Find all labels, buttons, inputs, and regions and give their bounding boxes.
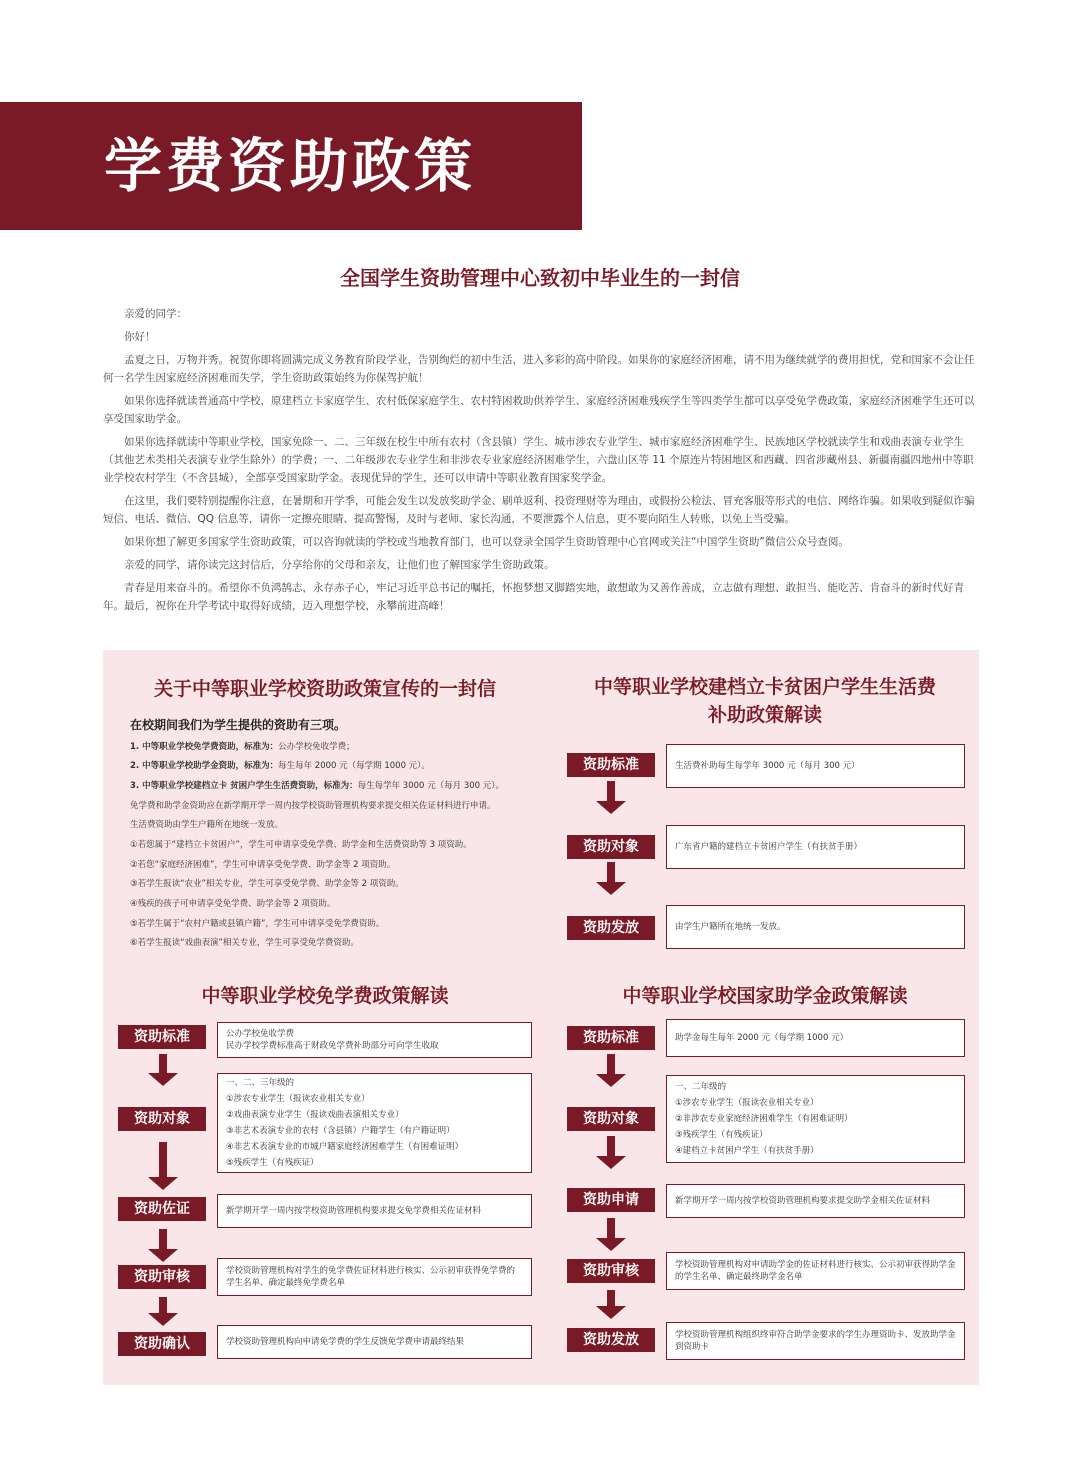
letter-paragraph: 如果你想了解更多国家学生资助政策，可以咨询就读的学校或当地教育部门，也可以登录全国学生资助管理中心官网或关注“中国学生资助”微信公众号查阅。 (124, 536, 849, 548)
sec1-item-label: 1. 中等职业学校免学费资助，标准为： (130, 742, 279, 752)
sec4-step-label: 资助申请 (567, 1188, 655, 1212)
letter-paragraph: 孟夏之日，万物并秀。祝贺你即将圆满完成义务教育阶段学业，告别绚烂的初中生活，进入多彩的高中阶段。如果你的家庭经济困难，请不用为继续就学的费用担忧，党和国家不会让任何一名学生因家庭经济困难而失学，学生资助政策始终为你保驾护航！ (103, 354, 975, 384)
sec3-step-box (217, 1194, 532, 1228)
sec3-title: 中等职业学校免学费政策解读 (201, 985, 449, 1007)
sec3-step-box (217, 1258, 532, 1296)
sec4-step-label: 资助对象 (567, 1107, 655, 1131)
sec1-item-text: 每生每学年 3000 元（每月 300 元）。 (357, 781, 504, 791)
down-arrow-icon (596, 1054, 626, 1087)
sec3-step-label: 资助确认 (118, 1332, 206, 1356)
sec1-item-text: 每生每年 2000 元（每学期 1000 元）。 (278, 761, 430, 771)
down-arrow-icon (596, 781, 626, 814)
sec4-step-text: 助学金每生每年 2000 元（每学期 1000 元） (675, 1033, 849, 1043)
sec2-step-text: 生活费补助每生每学年 3000 元（每月 300 元） (675, 761, 860, 771)
sec1-item-label: 2. 中等职业学校助学金资助，标准为： (130, 761, 279, 771)
sec1-note: ③若学生报读“农业”相关专业，学生可享受免学费、助学金等 2 项资助。 (130, 879, 404, 889)
letter-paragraph: 青春是用来奋斗的。希望你不负鸿鹄志，永存赤子心，牢记习近平总书记的嘱托，怀抱梦想又脚踏实地，敢想敢为又善作善成，立志做有理想、敢担当、能吃苦、肯奋斗的新时代好青年。最后，祝你在升学考试中取得好成绩，迈入理想学校，永攀前进高峰！ (103, 582, 964, 612)
sec3-step-text: ⑤残疾学生（有残疾证） (226, 1158, 319, 1168)
sec1-note: ⑤若学生属于“农村户籍或县镇户籍”，学生可申请享受免学费资助。 (130, 919, 385, 929)
sec2-step-label: 资助对象 (567, 835, 655, 859)
sec2-step-label: 资助标准 (567, 753, 655, 777)
sec4-step-text: 学校资助管理机构对申请助学金的佐证材料进行核实、公示初审获得助学金的学生名单、确定最终助学金名单 (675, 1260, 956, 1282)
sec3-step-text: ①涉农专业学生（报读农业相关专业） (226, 1094, 370, 1104)
sec2-step-box (666, 744, 965, 788)
letter-title: 全国学生资助管理中心致初中毕业生的一封信 (340, 266, 740, 290)
sec4-step-text: 一、二年级的 (675, 1082, 727, 1092)
sec1-note: 生活费资助由学生户籍所在地统一发放。 (130, 820, 284, 830)
sec3-step-text: 一、二、三年级的 (226, 1078, 295, 1088)
sec1-note: ①若您属于“建档立卡贫困户”，学生可申请享受免学费、助学金和生活费资助等 3 项资助。 (130, 840, 472, 850)
sec3-step-text: ②戏曲表演专业学生（报读戏曲表演相关专业） (226, 1110, 404, 1120)
sec2-step-text: 广东省户籍的建档立卡贫困户学生（有扶贫手册） (675, 842, 863, 852)
sec3-step-label: 资助对象 (118, 1107, 206, 1131)
sec2-step-box (666, 825, 965, 869)
sec4-step-text: 新学期开学一周内按学校资助管理机构要求提交助学金相关佐证材料 (675, 1196, 931, 1206)
sec1-note: ⑥若学生报读“戏曲表演”相关专业，学生可享受免学费资助。 (130, 938, 359, 948)
sec4-step-text: ④建档立卡贫困户学生（有扶贫手册） (675, 1146, 819, 1156)
letter-paragraph: 如果你选择就读普通高中学校，原建档立卡家庭学生、农村低保家庭学生、农村特困救助供养学生、家庭经济困难残疾学生等四类学生都可以享受免学费政策，家庭经济困难学生还可以享受国家助学金。 (103, 395, 975, 425)
sec1-note: ②若您“家庭经济困难”，学生可申请享受免学费、助学金等 2 项资助。 (130, 860, 396, 870)
sec3-step-text: ④非艺术表演专业的市城户籍家庭经济困难学生（有困难证明） (226, 1142, 464, 1152)
sec3-step-label: 资助佐证 (118, 1197, 206, 1221)
down-arrow-icon (148, 1297, 178, 1326)
down-arrow-icon (148, 1229, 178, 1262)
down-arrow-icon (596, 1218, 626, 1251)
sec4-step-box (666, 1075, 965, 1163)
sec1-item (130, 760, 530, 773)
sec4-step-text: ②非涉农专业家庭经济困难学生（有困难证明） (675, 1114, 853, 1124)
sec2-step-text: 由学生户籍所在地统一发放。 (675, 922, 786, 932)
sec3-step-text: 学校资助管理机构向申请免学费的学生反馈免学费申请最终结果 (226, 1337, 465, 1347)
sec2-title-line: 补助政策解读 (707, 704, 822, 726)
sec2-title (555, 673, 975, 729)
sec2-step-box (666, 905, 965, 949)
letter-paragraph: 你好！ (124, 331, 156, 343)
sec1-note: 免学费和助学金资助应在新学期开学一周内按学校资助管理机构要求提交相关佐证材料进行申请。 (130, 801, 496, 811)
sec3-step-box (217, 1022, 532, 1058)
sec4-step-box (666, 1252, 965, 1290)
sec3-step-text: 学校资助管理机构对学生的免学费佐证材料进行核实、公示初审获得免学费的学生名单、确定最终免学费名单 (226, 1266, 516, 1288)
sec2-title-line: 中等职业学校建档立卡贫困户学生生活费 (593, 676, 936, 698)
sec1-item (130, 780, 530, 793)
letter-paragraph: 亲爱的同学，请你读完这封信后，分享给你的父母和亲友，让他们也了解国家学生资助政策。 (124, 559, 555, 571)
letter-paragraph: 亲爱的同学： (124, 308, 187, 320)
down-arrow-icon (148, 1142, 178, 1190)
sec1-subtitle: 在校期间我们为学生提供的资助有三项。 (130, 718, 347, 732)
letter-paragraph: 如果你选择就读中等职业学校，国家免除一、二、三年级在校生中所有农村（含县镇）学生、城市涉农专业学生、城市家庭经济困难学生、民族地区学校就读学生和戏曲表演专业学生（其他艺术类相关表演专业学生除外）的学费；一、二年级涉农专业学生和非涉农专业家庭经济困难学生，六盘山区等 11 个原连片特困地区和西藏、四省涉藏州县、新疆南疆四地州中等职业学校农村学生（不含县城），全部享受国家助学金。表现优异的学生，还可以申请中等职业教育国家奖学金。 (103, 436, 974, 484)
sec4-step-text: ①涉农专业学生（报读农业相关专业） (675, 1098, 819, 1108)
down-arrow-icon (596, 1136, 626, 1169)
sec4-step-box (666, 1322, 965, 1360)
sec4-step-label: 资助标准 (567, 1026, 655, 1050)
sec4-step-box (666, 1019, 965, 1057)
down-arrow-icon (148, 1054, 178, 1086)
sec4-step-label: 资助发放 (567, 1328, 655, 1352)
sec3-step-box (217, 1073, 532, 1173)
page-title: 学费资助政策 (104, 132, 477, 200)
sec1-note: ④残疾的孩子可申请享受免学费、助学金等 2 项资助。 (130, 899, 336, 909)
sec3-step-box (217, 1325, 532, 1359)
letter-body (103, 305, 979, 620)
down-arrow-icon (596, 862, 626, 895)
sec3-step-label: 资助审核 (118, 1265, 206, 1289)
down-arrow-icon (596, 1290, 626, 1319)
sec3-step-text: 民办学校学费标准高于财政免学费补助部分可向学生收取 (226, 1041, 439, 1051)
sec1-item (130, 741, 530, 754)
letter-paragraph: 在这里，我们要特别提醒你注意，在暑期和开学季，可能会发生以发放奖助学金、刷单返利、投资理财等为理由，或假扮公检法、冒充客服等形式的电信、网络诈骗。如果收到疑似诈骗短信、电话、微信、QQ 信息等，请你一定擦亮眼睛、提高警惕，及时与老师、家长沟通，不要泄露个人信息，更不要向陌生人转账，以免上当受骗。 (103, 495, 975, 525)
sec4-title: 中等职业学校国家助学金政策解读 (622, 985, 908, 1007)
sec4-step-text: ③残疾学生（有残疾证） (675, 1130, 768, 1140)
sec1-item-text: 公办学校免收学费； (278, 742, 355, 752)
sec3-step-text: 公办学校免收学费 (226, 1029, 295, 1039)
sec2-step-label: 资助发放 (567, 916, 655, 940)
sec4-step-box (666, 1184, 965, 1218)
header-banner (0, 102, 582, 230)
sec3-step-text: 新学期开学一周内按学校资助管理机构要求提交免学费相关佐证材料 (226, 1206, 482, 1216)
sec3-step-label: 资助标准 (118, 1025, 206, 1049)
sec4-step-text: 学校资助管理机构组织终审符合助学金要求的学生办理资助卡、发放助学金到资助卡 (675, 1330, 956, 1352)
sec1-item-label: 3. 中等职业学校建档立卡 贫困户学生生活费资助，标准为： (130, 781, 358, 791)
sec1-title: 关于中等职业学校资助政策宣传的一封信 (153, 678, 496, 700)
sec4-step-label: 资助审核 (567, 1259, 655, 1283)
sec3-step-text: ③非艺术表演专业的农村（含县镇）户籍学生（有户籍证明） (226, 1126, 455, 1136)
